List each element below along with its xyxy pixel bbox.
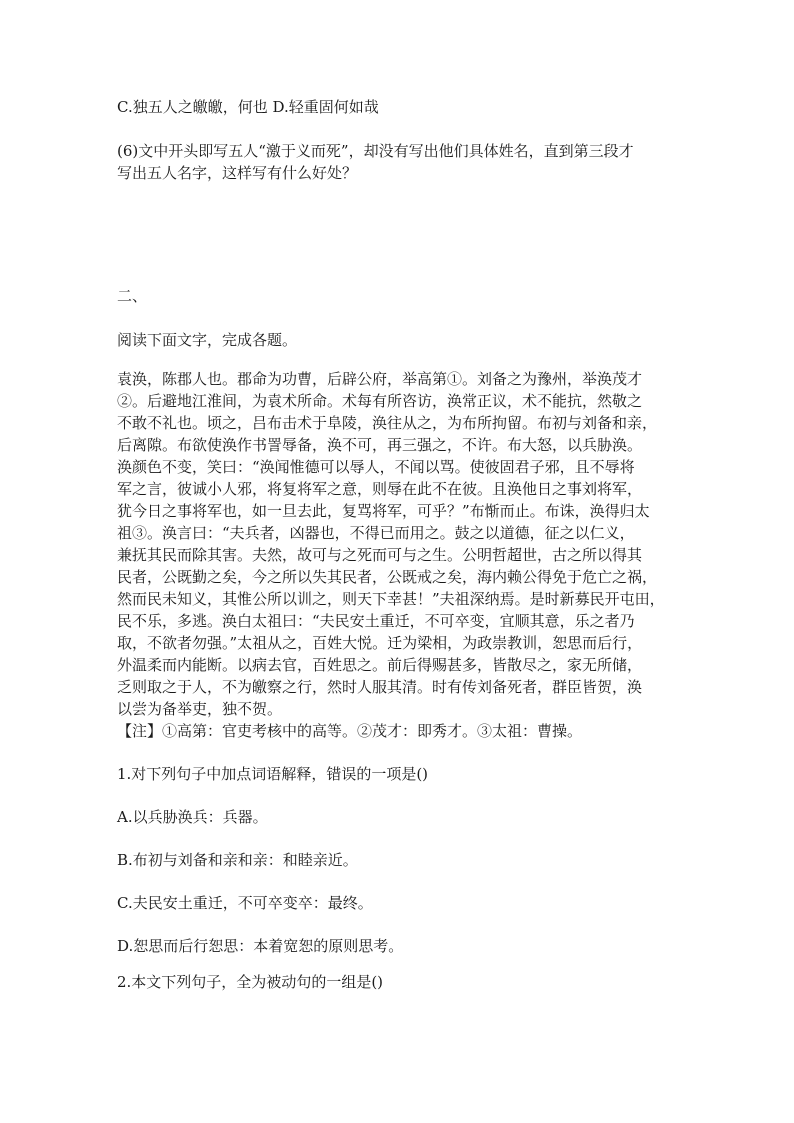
passage-line: 民不乐，多逃。涣白太祖曰：“夫民安土重迁，不可卒变，宜顺其意，乐之者乃	[117, 612, 635, 630]
passage-line: 犹今日之事将军也，如一旦去此，复骂将军，可乎？”布惭而止。布诛，涣得归太	[117, 502, 650, 520]
passage-line: 后离隙。布欲使涣作书詈辱备，涣不可，再三强之，不许。布大怒，以兵胁涣。	[117, 436, 643, 454]
q6-prompt-line: (6)文中开头即写五人“激于义而死”，却没有写出他们具体姓名，直到第三段才	[117, 142, 634, 160]
passage-line: 祖③。涣言曰：“夫兵者，凶器也，不得已而用之。鼓之以道德，征之以仁义，	[117, 524, 635, 542]
passage-line: 以尝为备举吏，独不贺。	[117, 700, 283, 718]
passage-line: 军之言，彼诚小人邪，将复将军之意，则辱在此不在彼。且涣他日之事刘将军，	[117, 480, 643, 498]
passage-line: 袁涣，陈郡人也。郡命为功曹，后辟公府，举高第①。刘备之为豫州，举涣茂才	[117, 370, 643, 388]
passage-line: 然而民未知义，其惟公所以训之，则天下幸甚！”夫祖深纳焉。是时新募民开屯田，	[117, 590, 665, 608]
passage-line: 外温柔而内能断。以病去官，百姓思之。前后得赐甚多，皆散尽之，家无所储，	[117, 656, 643, 674]
section-two-heading: 二、	[117, 287, 148, 305]
passage-line: 乏则取之于人，不为皦察之行，然时人服其清。时有传刘备死者，群臣皆贺，涣	[117, 678, 643, 696]
passage-line: 不敢不礼也。顷之，吕布击术于阜陵，涣往从之，为布所拘留。布初与刘备和亲，	[117, 414, 658, 432]
question-1-option-c: C.夫民安土重迁，不可卒变卒：最终。	[117, 894, 373, 912]
q6-prompt-line: 写出五人名字，这样写有什么好处？	[117, 164, 358, 182]
question-1-option-d: D.恕思而后行恕思：本着宽恕的原则思考。	[117, 937, 404, 955]
q5-options-cd: C.独五人之皦皦，何也 D.轻重固何如哉	[117, 98, 379, 116]
passage-line: ②。后避地江淮间，为袁术所命。术每有所咨访，涣常正议，术不能抗，然敬之	[117, 392, 643, 410]
classical-passage	[117, 368, 677, 720]
question-1-option-a: A.以兵胁涣兵：兵器。	[117, 808, 268, 826]
question-2-prompt: 2.本文下列句子，全为被动句的一组是()	[117, 973, 384, 991]
passage-line: 民者，公既勤之矣，今之所以失其民者，公既戒之矣，海内赖公得免于危亡之祸，	[117, 568, 658, 586]
question-1-option-b: B.布初与刘备和亲和亲：和睦亲近。	[117, 851, 358, 869]
reading-instruction: 阅读下面文字，完成各题。	[117, 331, 298, 349]
annotation-notes: 【注】①高第：官吏考核中的高等。②茂才：即秀才。③太祖：曹操。	[117, 722, 583, 740]
question-1-prompt: 1.对下列句子中加点词语解释，错误的一项是()	[117, 765, 429, 783]
passage-line: 涣颜色不变，笑曰：“涣闻惟德可以辱人，不闻以骂。使彼固君子邪，且不辱将	[117, 458, 635, 476]
passage-line: 兼抚其民而除其害。夫然，故可与之死而可与之生。公明哲超世，古之所以得其	[117, 546, 643, 564]
q6-prompt	[117, 140, 677, 184]
passage-line: 取，不欲者勿强。”太祖从之，百姓大悦。迁为梁相，为政崇教训，恕思而后行，	[117, 634, 643, 652]
